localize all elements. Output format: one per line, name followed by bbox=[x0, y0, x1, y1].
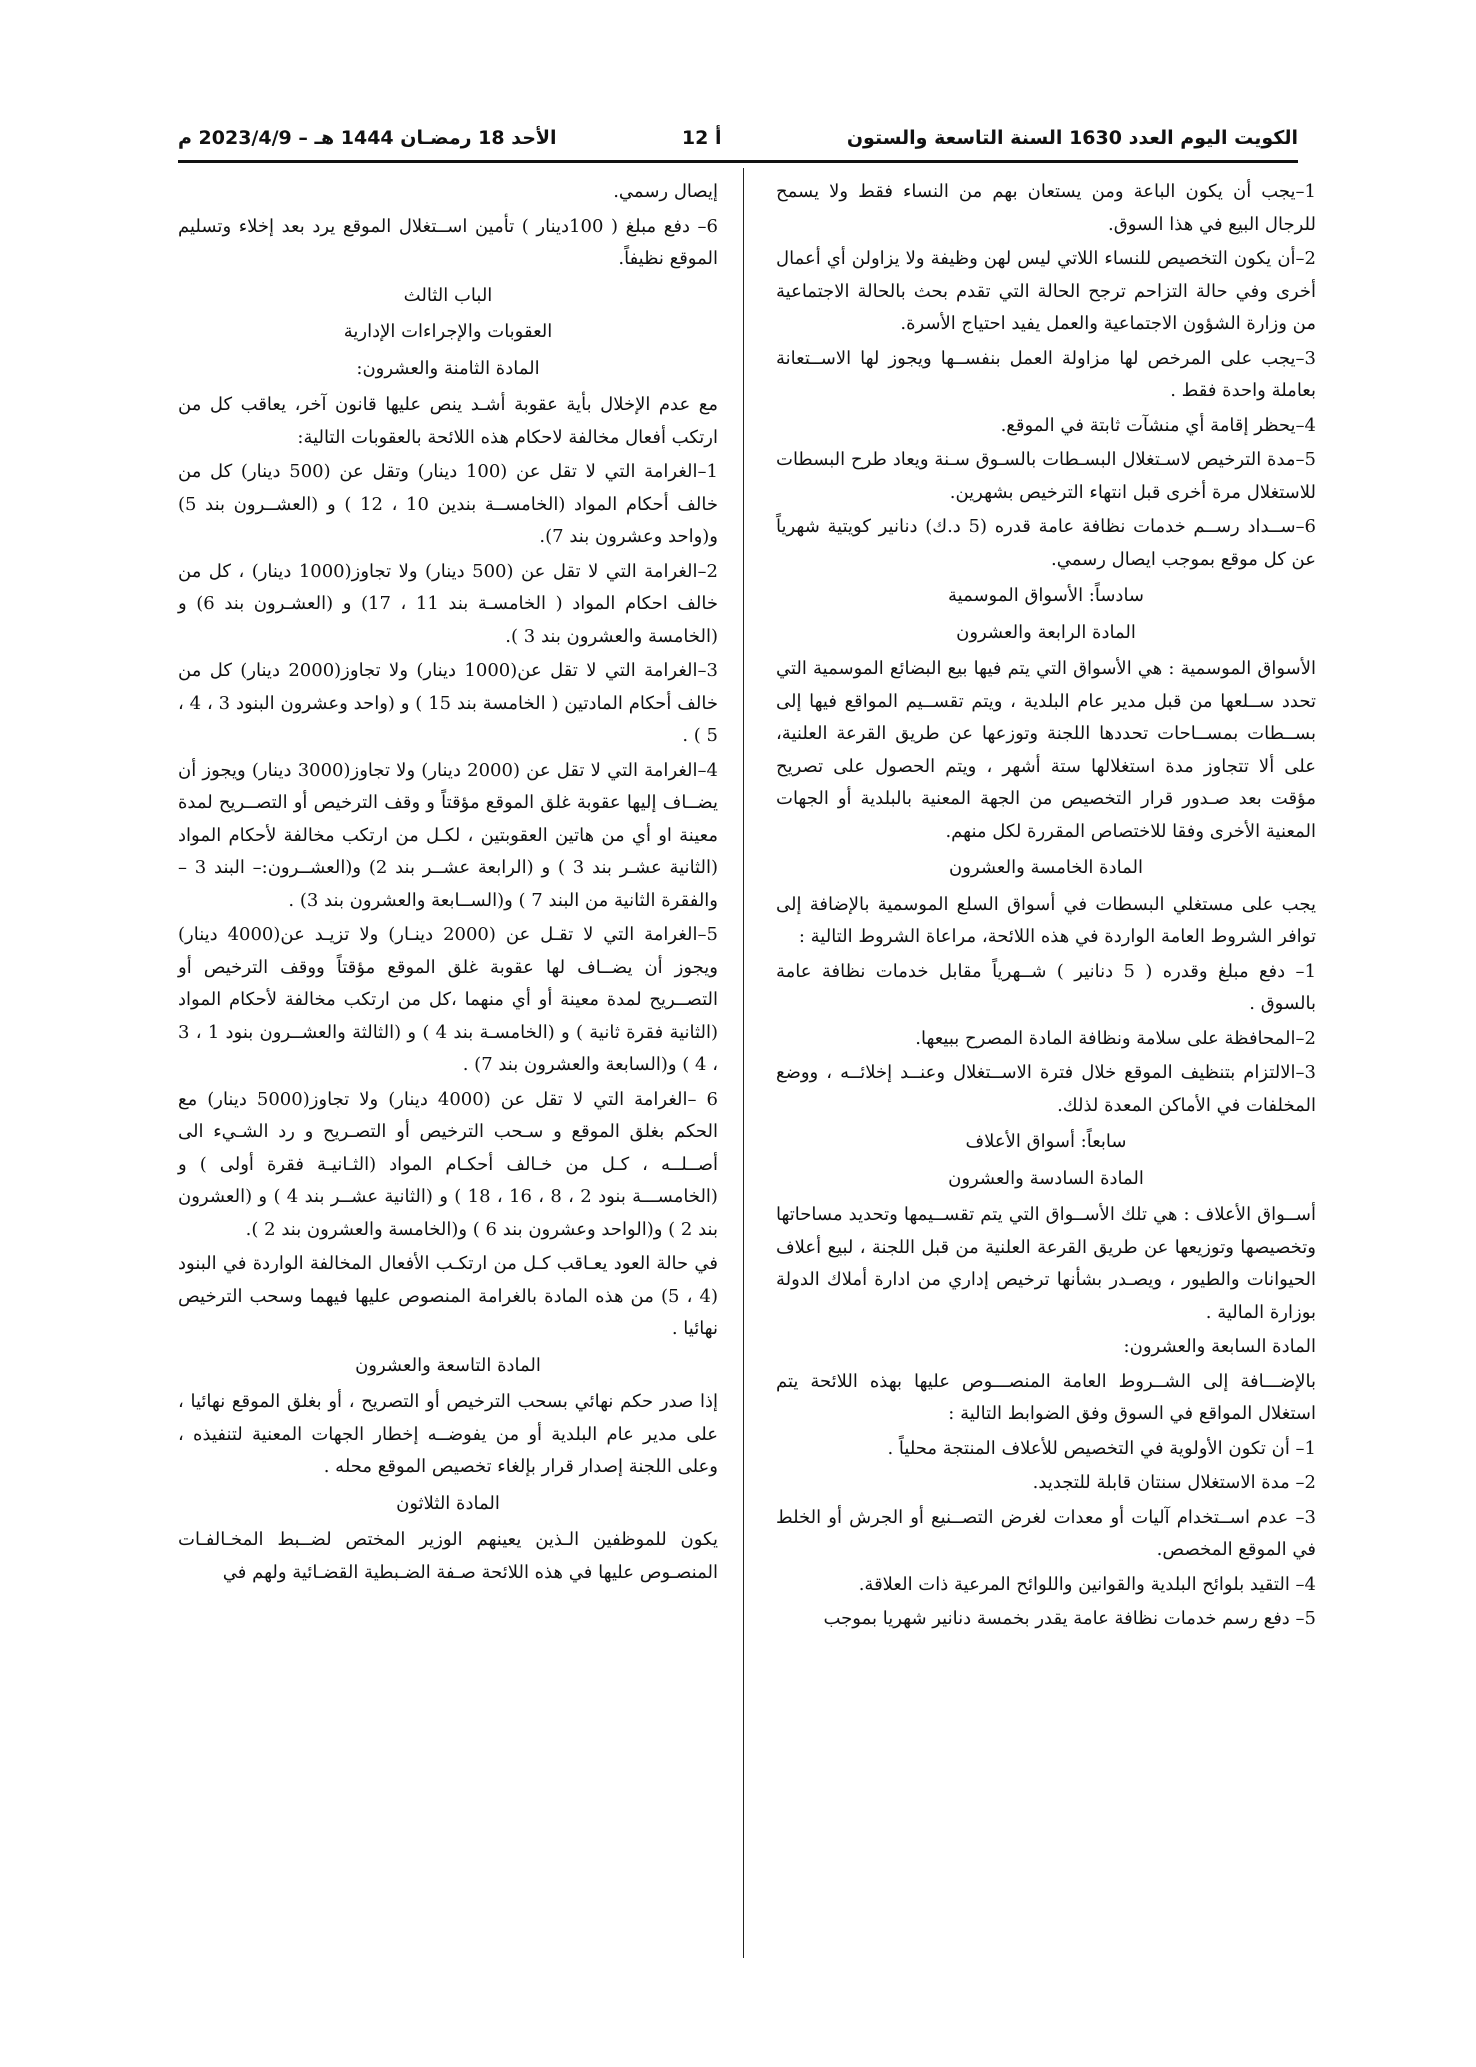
left-column bbox=[178, 176, 718, 1589]
right-column-paragraph: 1– دفع مبلغ وقدره ( 5 دنانير ) شــهرياً مقابل خدمات نظافة عامة بالسوق . bbox=[776, 960, 1317, 1014]
right-column-paragraph: 1– أن تكون الأولوية في التخصيص للأعلاف المنتجة محلياً . bbox=[887, 1437, 1316, 1459]
right-column-paragraph: الأسواق الموسمية : هي الأسواق التي يتم فيها بيع البضائع الموسمية التي تحدد ســلعها من قبل مدير عام البلدية ، ويتم تقســيم المواقع فيها إلى بســطات بمســاحات تحددها اللجنة وتوزعها عن طريق القرعة العلنية، على ألا تتجاوز مدة استغلالها ستة أشهر ، ويتم الحصول على تصريح مؤقت بعد صـدور قرار التخصيص من الجهة المعنية بالبلدية أو الجهات المعنية الأخرى وفقا للاختصاص المقررة لكل منهم. bbox=[776, 658, 1316, 842]
header-page-number: أ 12 bbox=[681, 127, 722, 149]
right-column-paragraph: بالإضـــافة إلى الشــروط العامة المنصـــوص عليها بهذه اللائحة يتم استغلال المواقع في السوق وفق الضوابط التالية : bbox=[776, 1370, 1316, 1424]
left-column-paragraph: 5–الغرامة التي لا تقـل عن (2000 دينـار) ولا تزيـد عن(4000 دينار) ويجوز أن يضــاف لها عقوبة غلق الموقع مؤقتاً ووقف الترخيص أو التصــريح لمدة معينة أو أي منهما ،كل من ارتكب مخالفة لأحكام المواد (الثانية فقرة ثانية ) و (الخامسـة بند 4 ) و (الثالثة والعشــرون بنود 1 ، 3 ، 4 ) و(السابعة والعشرون بند 7) . bbox=[178, 924, 718, 1075]
right-column-paragraph: 5–مدة الترخيص لاسـتغلال البسـطات بالسـوق سـنة ويعاد طرح البسطات للاستغلال مرة أخرى قبل انتهاء الترخيص بشهرين. bbox=[776, 449, 1316, 503]
left-column-paragraph: إيصال رسمي. bbox=[613, 181, 718, 202]
right-column-heading: المادة السادسة والعشرون bbox=[948, 1167, 1144, 1189]
right-column-paragraph: المادة السابعة والعشرون: bbox=[1123, 1336, 1316, 1357]
left-column-paragraph: 1–الغرامة التي لا تقل عن (100 دينار) وتقل عن (500 دينار) كل من خالف أحكام المواد (الخامســة بندين 10 ، 12 ) و (العشــرون بند 5) و(واحد وعشرون بند 7). bbox=[178, 461, 718, 547]
right-column-paragraph: 4– التقيد بلوائح البلدية والقوانين واللوائح المرعية ذات العلاقة. bbox=[858, 1573, 1316, 1595]
header-issue-info: الكويت اليوم العدد 1630 السنة التاسعة والستون bbox=[846, 127, 1298, 149]
right-column bbox=[776, 176, 1316, 1636]
right-column-paragraph: 2–المحافظة على سلامة ونظافة المادة المصرح ببيعها. bbox=[915, 1027, 1316, 1049]
right-column-paragraph: 3–يجب على المرخص لها مزاولة العمل بنفســها ويجوز لها الاســتعانة بعاملة واحدة فقط . bbox=[776, 347, 1316, 401]
left-column-paragraph: إذا صدر حكم نهائي بسحب الترخيص أو التصريح ، أو بغلق الموقع نهائيا ، على مدير عام البلدية أو من يفوضــه إخطار الجهات المعنية لتنفيذه ، وعلى اللجنة إصدار قرار بإلغاء تخصيص الموقع محله . bbox=[178, 1391, 719, 1477]
left-column-paragraph: يكون للموظفين الـذين يعينهم الوزير المختص لضــبط المخـالفـات المنصـوص عليها في هذه اللائحة صـفة الضـبطية القضـائية ولهم في bbox=[178, 1529, 718, 1583]
left-column-paragraph: 6– دفع مبلغ ( 100دينار ) تأمين اســتغلال الموقع يرد بعد إخلاء وتسليم الموقع نظيفاً. bbox=[178, 215, 718, 269]
column-divider bbox=[743, 168, 744, 1958]
right-column-paragraph: 5– دفع رسم خدمات نظافة عامة يقدر بخمسة دنانير شهريا بموجب bbox=[823, 1608, 1316, 1629]
right-column-paragraph: 3– عدم اســتخدام آليات أو معدات لغرض التصــنيع أو الجرش أو الخلط في الموقع المخصص. bbox=[776, 1506, 1316, 1560]
right-column-heading: سابعاً: أسواق الأعلاف bbox=[965, 1131, 1127, 1152]
right-column-paragraph: 1–يجب أن يكون الباعة ومن يستعان بهم من النساء فقط ولا يسمح للرجال البيع في هذا السوق. bbox=[776, 181, 1316, 235]
left-column-paragraph: مع عدم الإخلال بأية عقوبة أشـد ينص عليها قانون آخر، يعاقب كل من ارتكب أفعال مخالفة لاحكام هذه اللائحة بالعقوبات التالية: bbox=[178, 394, 718, 448]
right-column-paragraph: يجب على مستغلي البسطات في أسواق السلع الموسمية بالإضافة إلى توافر الشروط العامة الواردة في هذه اللائحة، مراعاة الشروط التالية : bbox=[776, 893, 1316, 947]
left-column-heading: العقوبات والإجراءات الإدارية bbox=[343, 321, 553, 342]
left-column-paragraph: 2–الغرامة التي لا تقل عن (500 دينار) ولا تجاوز(1000 دينار) ، كل من خالف احكام المواد ( الخامسـة بند 11 ، 17) و (العشـرون بند 6) و (الخامسة والعشرون بند 3 ). bbox=[178, 560, 718, 647]
right-column-paragraph: أســواق الأعلاف : هي تلك الأســواق التي يتم تقســيمها وتحديد مساحاتها وتخصيصها وتوزيعها عن طريق القرعة العلنية من قبل اللجنة ، لبيع أعلاف الحيوانات والطيور ، ويصـدر بشأنها ترخيص إداري من ادارة أملاك الدولة بوزارة المالية . bbox=[776, 1204, 1316, 1323]
right-column-paragraph: 6–ســداد رســم خدمات نظافة عامة قدره (5 د.ك) دنانير كويتية شهرياً عن كل موقع بموجب ايصال رسمي. bbox=[776, 516, 1316, 570]
page-header bbox=[178, 118, 1298, 158]
header-date: الأحد 18 رمضـان 1444 هـ – 2023/4/9 م bbox=[178, 127, 557, 149]
right-column-paragraph: 2–أن يكون التخصيص للنساء اللاتي ليس لهن وظيفة ولا يزاولن أي أعمال أخرى وفي حالة التزاحم ترجح الحالة التي تقدم بحث بالحالة الاجتماعية من وزارة الشؤون الاجتماعية والعمل يفيد احتياج الأسرة. bbox=[776, 248, 1316, 334]
right-column-heading: المادة الخامسة والعشرون bbox=[949, 857, 1143, 878]
left-column-paragraph: 3–الغرامة التي لا تقل عن(1000 دينار) ولا تجاوز(2000 دينار) كل من خالف أحكام المادتين ( الخامسة بند 15 ) و (واحد وعشرون البنود 3 ، 4 ، 5 ) . bbox=[178, 660, 718, 746]
left-column-paragraph: 4–الغرامة التي لا تقل عن (2000 دينار) ولا تجاوز(3000 دينار) ويجوز أن يضــاف إليها عقوبة غلق الموقع مؤقتاً و وقف الترخيص أو التصــريح لمدة معينة او أي من هاتين العقوبتين ، لكـل من ارتكب مخالفة لأحكام المواد (الثانية عشـر بند 3 ) و (الرابعة عشــر بند 2) و(العشــرون:– البند 3 – والفقرة الثانية من البند 7 ) و(الســابعة والعشرون بند 3) . bbox=[178, 759, 718, 911]
left-column-heading: الباب الثالث bbox=[403, 284, 493, 306]
right-column-heading: سادساً: الأسواق الموسمية bbox=[947, 585, 1145, 606]
left-column-heading: المادة الثلاثون bbox=[396, 1492, 500, 1514]
right-column-paragraph: 4–يحظر إقامة أي منشآت ثابتة في الموقع. bbox=[1000, 414, 1316, 436]
right-column-paragraph: 2– مدة الاستغلال سنتان قابلة للتجديد. bbox=[1032, 1472, 1316, 1493]
left-column-paragraph: 6 –الغرامة التي لا تقل عن (4000 دينار) ولا تجاوز(5000 دينار) مع الحكم بغلق الموقع و سـحب الترخيص أو التصـريح و رد الشـيء الى أصــلــه ، كـل من خـالف أحكـام المواد (الثـانيـة فقرة أولى ) و (الخامســـة بنود 2 ، 8 ، 16 ، 18 ) و (الثانية عشــر بند 4 ) و (العشرون بند 2 ) و(الواحد وعشرون بند 6 ) و(الخامسة والعشرون بند 2 ). bbox=[178, 1088, 718, 1240]
left-column-heading: المادة التاسعة والعشرون bbox=[355, 1354, 541, 1376]
right-column-heading: المادة الرابعة والعشرون bbox=[956, 621, 1136, 643]
left-column-paragraph: في حالة العود يعـاقب كـل من ارتكـب الأفعال المخالفة الواردة في البنود (4 ، 5) من هذه المادة بالغرامة المنصوص عليها فيهما وسحب الترخيص نهائيا . bbox=[178, 1253, 718, 1339]
right-column-paragraph: 3–الالتزام بتنظيف الموقع خلال فترة الاســتغلال وعنــد إخلائــه ، ووضع المخلفات في الأماكن المعدة لذلك. bbox=[776, 1062, 1316, 1116]
left-column-heading: المادة الثامنة والعشرون: bbox=[356, 357, 540, 379]
header-rule bbox=[178, 160, 1298, 163]
